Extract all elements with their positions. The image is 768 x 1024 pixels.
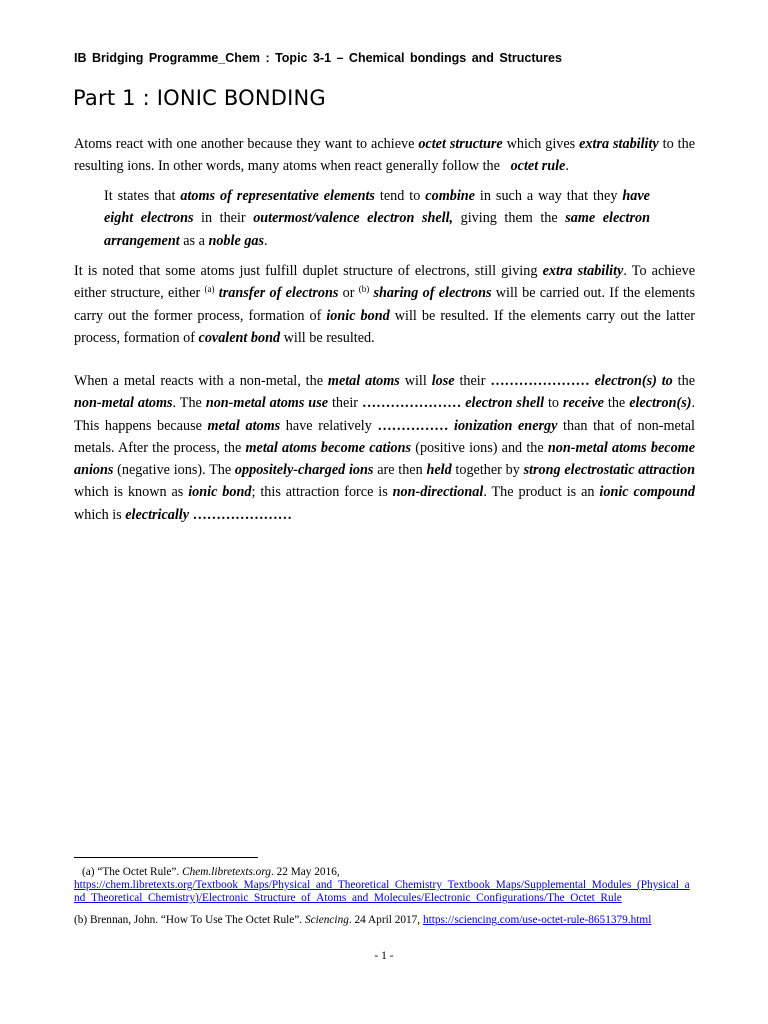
text: are then [373,462,427,479]
term: ionization energy [454,417,558,434]
term: combine [425,188,475,204]
text: will be resulted. [280,329,375,346]
text: . The product is an [483,484,600,501]
text: will [399,373,432,389]
footnote-source: Sciencing [304,914,349,926]
text: their [454,373,491,389]
text: (negative ions). The [113,462,235,479]
duplet-paragraph [74,260,695,349]
term: metal atoms become cations [245,439,412,456]
text: . [264,232,268,249]
term: octet structure [418,136,503,152]
fill-in-blank: ………………… [361,395,462,412]
term: transfer of electrons [218,285,339,302]
text: which gives [502,136,580,152]
term: electrically [125,506,190,523]
term: octet rule [510,158,566,175]
term: same electron arrangement [104,210,651,249]
ionic-bond-fill-in-paragraph [74,370,695,526]
text: When a metal reacts with a non-metal, the [74,373,328,389]
term: extra stability [542,263,624,279]
fill-in-blank: ………………… [192,506,292,523]
section-title: Part 1 : IONIC BONDING [73,86,326,110]
term: metal atoms [327,373,400,389]
text: tend to [374,188,426,204]
running-header: IB Bridging Programme_Chem : Topic 3-1 – Chemical bondings and Structures [74,51,562,65]
term: covalent bond [198,329,281,346]
text: giving them the [453,210,566,227]
footnote-source: Chem.libretexts.org [182,866,271,878]
page-number: - 1 - [374,950,394,962]
text: will be resulted. If the elements carry out the latter process, formation of [74,307,696,346]
text: It is noted that some atoms just fulfill duplet structure of electrons, still giving [74,263,543,279]
footnote-b [74,910,695,931]
text: the [672,373,695,389]
text: which is [74,506,126,523]
text: or [338,285,359,302]
term: ionic compound [599,484,695,501]
text: It states that [104,188,181,204]
fill-in-blank: ………………… [490,373,590,389]
text: their [328,395,362,412]
term: strong electrostatic attraction [523,462,696,479]
text: have relatively [280,417,378,434]
text: in their [193,210,254,227]
term: metal atoms [207,417,281,434]
text: together by [451,462,524,479]
footnote-text: (a) “The Octet Rule”. [82,866,183,878]
term: extra stability [579,136,659,152]
term: atoms of representative elements [180,188,375,204]
text: in such a way that they [474,188,623,204]
term: held [426,462,452,479]
text: ; this attraction force is [251,484,393,501]
footnote-link[interactable]: https://chem.libretexts.org/Textbook_Maps/Physical_and_Theoretical_Chemistry_Textbook_Maps/Supplemental_Modules_(Physical_and_Theoretical_Chemistry)/Electronic_Structure_of_Atoms_and_Molecules/Electronic_Configurations/The_Octet_Rule [74,879,690,904]
footnote-text: . 24 April 2017, [348,914,423,926]
text: . The [172,395,206,412]
text: will be carried out. If the elements carry out the former process, formation of [74,285,695,324]
term: non-directional [392,484,484,501]
text: . To achieve either structure, either [74,263,695,302]
term: receive [562,395,604,412]
term: non-metal atoms become anions [74,439,695,479]
term: lose [431,373,455,389]
text: which is known as [74,484,189,501]
term: noble gas [208,232,265,249]
text: . [565,158,569,175]
term: outermost/valence electron shell, [253,210,454,227]
term: sharing of electrons [373,285,492,302]
term: non-metal atoms use [205,395,329,412]
term: ionic bond [188,484,252,501]
text: . This happens because [74,395,695,434]
footnote-separator [74,857,258,858]
footnote-ref-a: (a) [204,284,215,295]
text: than that of non-metal metals. After the process, the [74,417,695,456]
fill-in-blank: …………… [377,417,449,434]
footnote-ref-b: (b) [358,284,370,295]
text: Atoms react with one another because they want to achieve [74,136,419,152]
term: electron(s) [629,395,692,412]
text: the [603,395,630,412]
term: have eight electrons [104,188,650,227]
footnote-text: (b) Brennan, John. “How To Use The Octet Rule”. [74,914,305,926]
term: oppositely-charged ions [234,462,374,479]
text: to the resulting ions. In other words, many atoms when react generally follow the [74,136,695,175]
term: electron(s) to [594,373,673,389]
octet-rule-definition [104,185,650,252]
text: as a [179,232,209,249]
term: non-metal atoms [74,395,173,412]
footnote-a [74,866,695,905]
intro-paragraph [74,133,695,178]
term: ionic bond [326,307,390,324]
footnote-text: . 22 May 2016, [270,866,340,878]
term: electron shell [465,395,545,412]
text: (positive ions) and the [411,439,548,456]
text: to [544,395,563,412]
footnote-link[interactable]: https://sciencing.com/use-octet-rule-8651379.html [422,914,652,926]
